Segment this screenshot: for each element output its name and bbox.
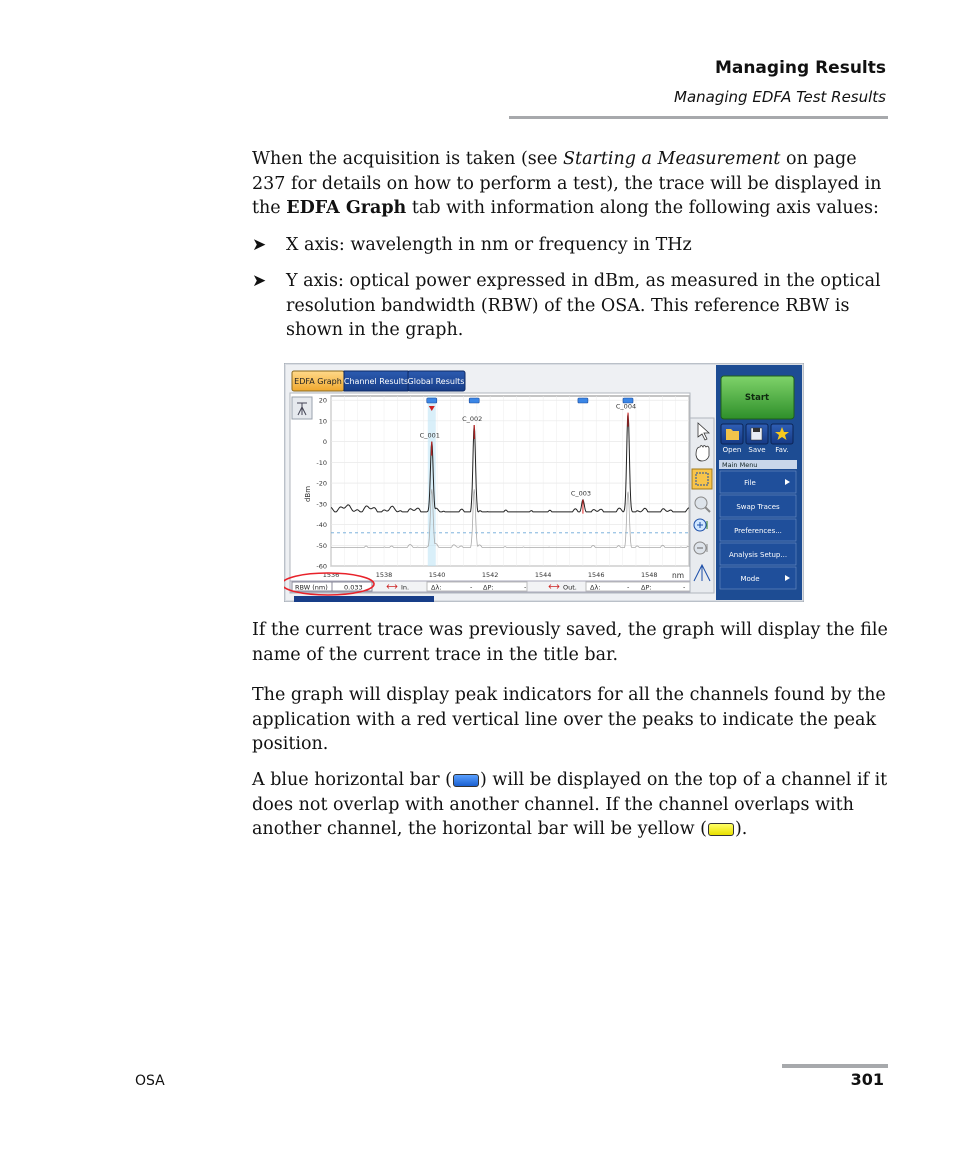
- yellow-bar-icon: [708, 823, 734, 836]
- channel-label: C_003: [570, 489, 592, 498]
- menu-item-analysis-setup[interactable]: [720, 543, 796, 565]
- y-tick-label: 20: [318, 396, 327, 405]
- svg-text:Δλ:: Δλ:: [590, 583, 601, 592]
- blue-bar-icon: [453, 774, 479, 787]
- svg-text:Save: Save: [748, 446, 766, 454]
- menu-item-label: Mode: [740, 575, 760, 583]
- status-bar: [290, 581, 690, 592]
- main-menu-items: [720, 471, 796, 589]
- svg-text:-: -: [683, 583, 686, 592]
- menu-item-file[interactable]: [720, 471, 796, 493]
- channel-label: C_001: [419, 431, 440, 440]
- pan-hand-icon[interactable]: [696, 446, 709, 462]
- y-axis-label: dBm: [304, 485, 312, 503]
- channel-bar-marker: [578, 398, 588, 403]
- intro-paragraph: When the acquisition is taken (see Starting a Measurement on page 237 for details on how to perform a test), the trace will be displayed in the EDFA Graph tab with information along the following axis values:: [252, 149, 882, 218]
- y-tick-label: -50: [316, 541, 327, 550]
- zoom-area-icon[interactable]: [692, 469, 712, 489]
- x-unit-label: nm: [672, 571, 685, 580]
- header-chapter: Managing Results: [714, 58, 886, 78]
- y-tick-label: -20: [316, 479, 327, 488]
- channel-label: C_002: [462, 415, 483, 424]
- svg-text:Start: Start: [744, 393, 770, 403]
- header-section: Managing EDFA Test Results: [674, 88, 886, 106]
- svg-text:Main Menu: Main Menu: [722, 461, 758, 469]
- marker-tool-icon[interactable]: [292, 397, 312, 419]
- svg-text:Δλ:: Δλ:: [431, 583, 442, 592]
- svg-text:ΔP:: ΔP:: [641, 583, 652, 592]
- paragraph-channel-bars: A blue horizontal bar ( ) will be displayed on the top of a channel if it does not overlap with another channel. If the channel overlaps with another channel, the horizontal bar will be yellow ( ).: [252, 770, 888, 839]
- x-tick-label: 1544: [534, 571, 552, 579]
- menu-item-label: Swap Traces: [736, 503, 780, 511]
- menu-item-label: File: [744, 479, 756, 487]
- tab-channel-results[interactable]: [344, 371, 408, 391]
- channel-bar-marker: [427, 398, 437, 403]
- x-tick-label: 1536: [322, 571, 340, 579]
- tab-edfa-graph[interactable]: [292, 371, 344, 391]
- svg-text:Fav.: Fav.: [775, 446, 789, 454]
- rbw-value: 0.033: [344, 583, 363, 592]
- start-button[interactable]: [721, 376, 794, 419]
- bullet-y-axis: ➤ Y axis: optical power expressed in dBm, as measured in the optical resolution bandwidth (RBW) of the OSA. This reference RBW is shown in the graph.: [252, 271, 881, 340]
- menu-item-mode[interactable]: [720, 567, 796, 589]
- paragraph-trace-saved: If the current trace was previously saved, the graph will display the file name of the current trace in the title bar.: [252, 620, 888, 665]
- header-rule: [509, 116, 888, 119]
- x-tick-label: 1538: [375, 571, 393, 579]
- y-tick-label: -30: [316, 500, 327, 509]
- cross-ref-link[interactable]: Starting a Measurement: [563, 149, 781, 169]
- bullet-arrow-icon: ➤: [252, 271, 267, 291]
- rbw-label: RBW (nm): [295, 583, 328, 592]
- x-tick-label: 1548: [640, 571, 658, 579]
- edfa-graph-screenshot: [284, 363, 804, 602]
- menu-item-label: Preferences...: [734, 527, 782, 535]
- menu-item-label: Analysis Setup...: [728, 551, 788, 559]
- x-tick-label: 1540: [428, 571, 446, 579]
- footer-product: OSA: [135, 1073, 165, 1089]
- bullet-arrow-icon: ➤: [252, 235, 267, 255]
- footer-rule: [782, 1064, 888, 1068]
- channel-bar-marker: [469, 398, 479, 403]
- plot-area[interactable]: [331, 396, 689, 566]
- y-tick-label: -10: [316, 458, 327, 467]
- bullet-x-axis: ➤ X axis: wavelength in nm or frequency in THz: [252, 233, 888, 258]
- svg-text:-: -: [524, 583, 527, 592]
- open-button[interactable]: [721, 424, 743, 454]
- tab-global-results[interactable]: [408, 371, 465, 391]
- x-tick-label: 1546: [587, 571, 605, 579]
- menu-item-preferences[interactable]: [720, 519, 796, 541]
- svg-text:-: -: [627, 583, 630, 592]
- svg-text:-: -: [470, 583, 473, 592]
- svg-text:In.: In.: [401, 583, 410, 592]
- svg-text:ΔP:: ΔP:: [483, 583, 494, 592]
- save-button[interactable]: [746, 424, 768, 454]
- svg-text:EDFA Graph: EDFA Graph: [294, 377, 342, 386]
- y-tick-label: 0: [322, 438, 327, 447]
- y-ticks: [316, 397, 327, 571]
- page-number: 301: [850, 1070, 884, 1089]
- svg-text:Global Results: Global Results: [407, 377, 465, 386]
- graph-toolbar: [690, 418, 714, 593]
- y-tick-label: 10: [318, 417, 327, 426]
- svg-text:Channel Results: Channel Results: [343, 377, 409, 386]
- x-tick-label: 1542: [481, 571, 499, 579]
- channel-label: C_004: [615, 402, 637, 411]
- svg-text:Open: Open: [722, 446, 742, 454]
- svg-text:Out.: Out.: [563, 583, 577, 592]
- paragraph-peak-indicators: The graph will display peak indicators for all the channels found by the application with a red vertical line over the peaks to indicate the peak position.: [252, 685, 886, 754]
- y-tick-label: -60: [316, 562, 327, 571]
- menu-item-swap-traces[interactable]: [720, 495, 796, 517]
- main-menu: [719, 460, 797, 469]
- menu-item-background: [720, 471, 796, 493]
- y-tick-label: -40: [316, 521, 327, 530]
